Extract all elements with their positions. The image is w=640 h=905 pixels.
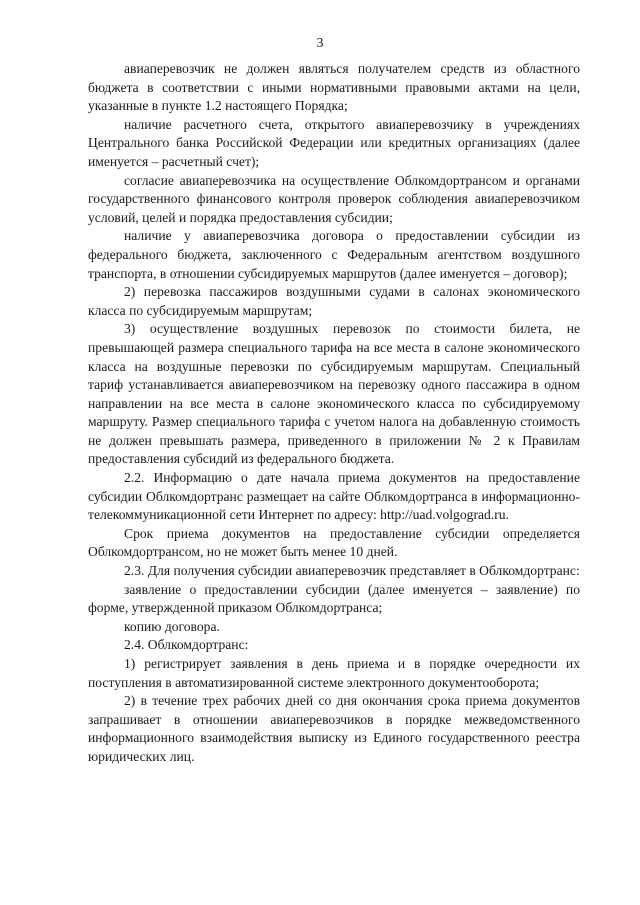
- paragraph: 2.4. Облкомдортранс:: [124, 637, 249, 653]
- paragraph: 2) в течение трех рабочих дней со дня окончания срока приема документов запрашивает в отношении авиаперевозчиков в порядке межведомственного информационного взаимодействия выписку из Единого государственного реестра юридических лиц.: [88, 693, 580, 764]
- document-body: [88, 60, 580, 767]
- paragraph: 2.3. Для получения субсидии авиаперевозчик представляет в Облкомдортранс:: [124, 563, 580, 579]
- paragraph: наличие расчетного счета, открытого авиаперевозчику в учреждениях Центрального банка Российской Федерации или кредитных организациях (далее именуется – расчетный счет);: [88, 116, 580, 169]
- paragraph: копию договора.: [124, 618, 220, 634]
- paragraph: заявление о предоставлении субсидии (далее именуется – заявление) по форме, утвержденной приказом Облкомдортранса;: [88, 581, 580, 616]
- paragraph: авиаперевозчик не должен являться получателем средств из областного бюджета в соответствии с иными нормативными правовыми актами на цели, указанные в пункте 1.2 настоящего Порядка;: [88, 61, 580, 114]
- paragraph: Срок приема документов на предоставление субсидии определяется Облкомдортрансом, но не может быть менее 10 дней.: [88, 525, 580, 560]
- paragraph: 2) перевозка пассажиров воздушными судами в салонах экономического класса по субсидируемым маршрутам;: [88, 284, 580, 318]
- page-number: 3: [316, 36, 324, 51]
- paragraph: 3) осуществление воздушных перевозок по стоимости билета, не превышающей размера специального тарифа на все места в салоне экономического класса на воздушные перевозки по субсидируемым маршрутам. Специальный тариф устанавливается авиаперевозчиком на перевозку одного пассажира в одном направлении на все места в салоне экономического класса по субсидируемому маршруту. Размер специального тарифа с учетом налога на добавленную стоимость не должен превышать размера, приведенного в приложении № 2 к Правилам предоставления субсидий из федерального бюджета.: [88, 321, 580, 467]
- paragraph: наличие у авиаперевозчика договора о предоставлении субсидии из федерального бюджета, заключенного с Федеральным агентством воздушного транспорта, в отношении субсидируемых маршрутов (далее именуется – договор);: [88, 228, 580, 281]
- paragraph: 1) регистрирует заявления в день приема и в порядке очередности их поступления в автоматизированной системе электронного документооборота;: [88, 656, 580, 690]
- paragraph: 2.2. Информацию о дате начала приема документов на предоставление субсидии Облкомдортранс размещает на сайте Облкомдортранса в информационно-телекоммуникационной сети Интернет по адресу: http://uad.volgograd.ru.: [88, 470, 580, 523]
- paragraph: согласие авиаперевозчика на осуществление Облкомдортрансом и органами государственного финансового контроля проверок соблюдения авиаперевозчиком условий, целей и порядка предоставления субсидии;: [88, 172, 580, 225]
